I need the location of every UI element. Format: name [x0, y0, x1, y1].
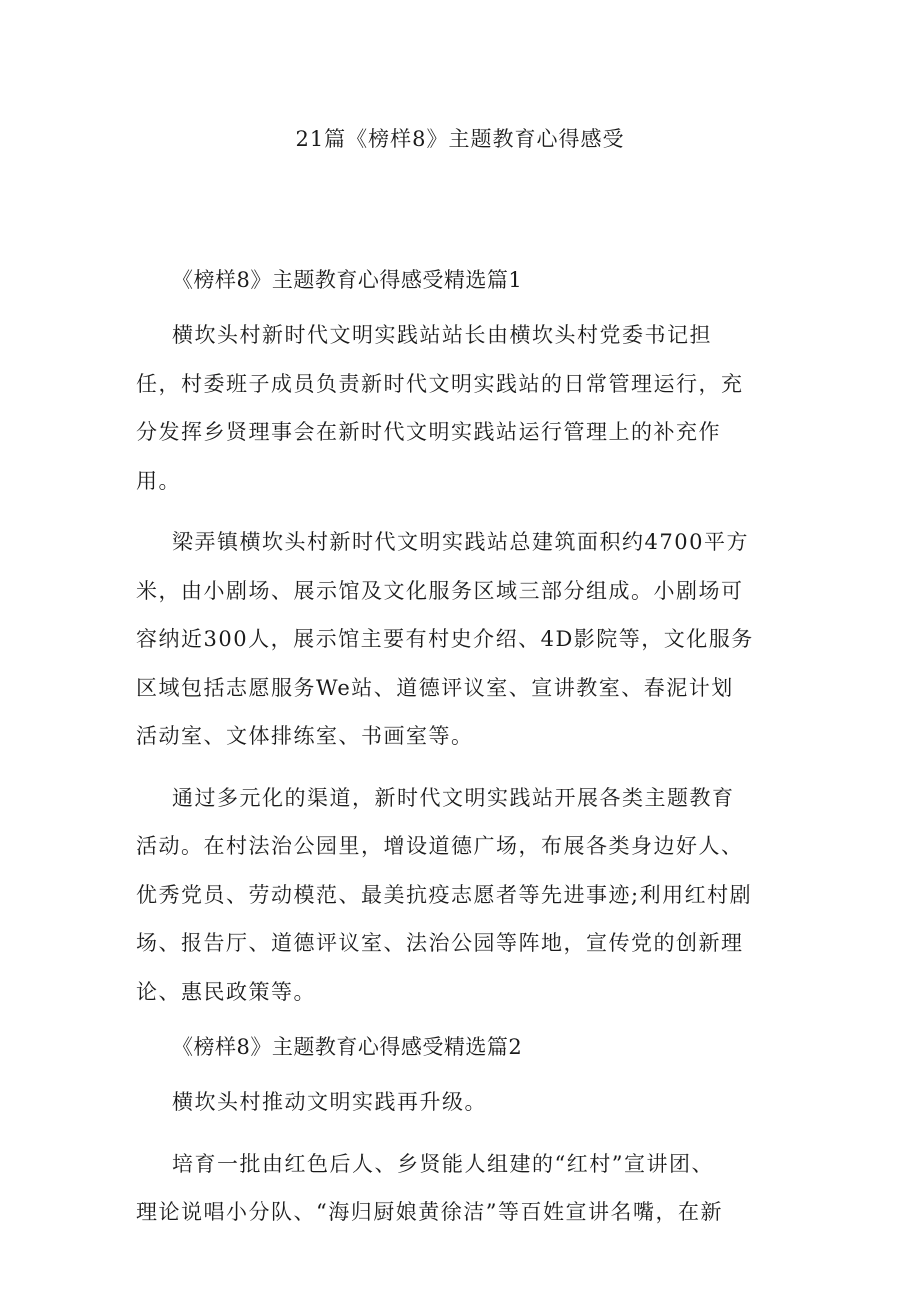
paragraph-line: 横坎头村新时代文明实践站站长由横坎头村党委书记担 — [172, 323, 712, 347]
paragraph-line: 理论说唱小分队、“海归厨娘黄徐洁”等百姓宣讲名嘴，在新 — [136, 1200, 723, 1224]
paragraph — [136, 518, 776, 761]
paragraph-line: 活动室、文体排练室、书画室等。 — [136, 724, 474, 748]
paragraph-line: 任，村委班子成员负责新时代文明实践站的日常管理运行，充 — [136, 371, 744, 396]
paragraph-line: 分发挥乡贤理事会在新时代文明实践站运行管理上的补充作 — [136, 420, 721, 444]
document-body — [136, 262, 776, 1250]
section-heading-1: 《榜样8》主题教育心得感受精选篇1 — [172, 268, 523, 292]
paragraph-line: 论、惠民政策等。 — [136, 979, 316, 1004]
paragraph-line: 场、报告厅、道德评议室、法治公园等阵地，宣传党的创新理 — [136, 931, 744, 955]
paragraph — [136, 1140, 776, 1237]
paragraph-line: 区域包括志愿服务We站、道德评议室、宣讲教室、春泥计划 — [136, 675, 734, 700]
paragraph-line: 活动。在村法治公园里，增设道德广场，布展各类身边好人、 — [136, 834, 744, 858]
paragraph — [136, 1078, 776, 1127]
paragraph — [136, 311, 776, 505]
paragraph-line: 用。 — [136, 468, 181, 493]
paragraph — [136, 774, 776, 1017]
paragraph-line: 容纳近300人，展示馆主要有村史介绍、4D影院等，文化服务 — [136, 627, 754, 651]
paragraph-line: 培育一批由红色后人、乡贤能人组建的“红村”宣讲团、 — [172, 1151, 714, 1176]
paragraph-line: 梁弄镇横坎头村新时代文明实践站总建筑面积约4700平方 — [172, 530, 749, 554]
paragraph-line: 通过多元化的渠道，新时代文明实践站开展各类主题教育 — [172, 785, 735, 810]
document-title: 21篇《榜样8》主题教育心得感受 — [295, 127, 625, 151]
paragraph-line: 米，由小剧场、展示馆及文化服务区域三部分组成。小剧场可 — [136, 578, 744, 603]
paragraph-line: 优秀党员、劳动模范、最美抗疫志愿者等先进事迹;利用红村剧 — [136, 882, 753, 907]
section-heading-2: 《榜样8》主题教育心得感受精选篇2 — [172, 1035, 523, 1059]
paragraph-line: 横坎头村推动文明实践再升级。 — [172, 1090, 487, 1114]
